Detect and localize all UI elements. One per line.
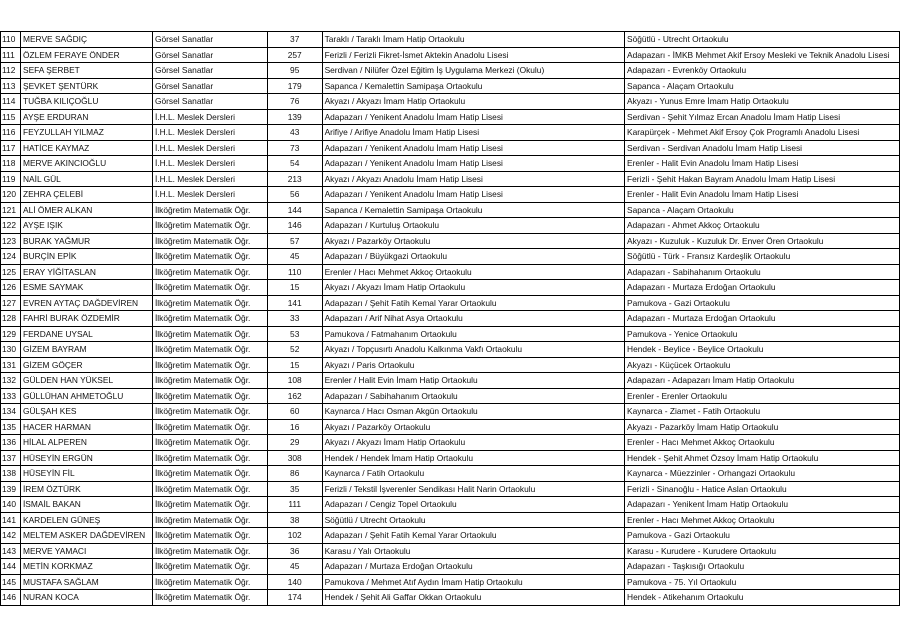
placement-school-cell: Pamukova - Yenice Ortaokulu (625, 326, 900, 342)
branch-cell: İlköğretim Matematik Öğr. (152, 357, 267, 373)
score-cell: 102 (267, 528, 322, 544)
score-cell: 76 (267, 94, 322, 110)
branch-cell: İlköğretim Matematik Öğr. (152, 497, 267, 513)
row-number-cell: 128 (1, 311, 21, 327)
teacher-name-cell: HATİCE KAYMAZ (20, 140, 152, 156)
current-school-cell: Adapazarı / Yenikent Anadolu İmam Hatip Lisesi (322, 187, 624, 203)
teacher-name-cell: FAHRİ BURAK ÖZDEMİR (20, 311, 152, 327)
branch-cell: İlköğretim Matematik Öğr. (152, 543, 267, 559)
current-school-cell: Akyazı / Paris Ortaokulu (322, 357, 624, 373)
branch-cell: İlköğretim Matematik Öğr. (152, 342, 267, 358)
row-number-cell: 111 (1, 47, 21, 63)
teacher-name-cell: ESME SAYMAK (20, 280, 152, 296)
current-school-cell: Kaynarca / Fatih Ortaokulu (322, 466, 624, 482)
current-school-cell: Akyazı / Pazarköy Ortaokulu (322, 419, 624, 435)
branch-cell: İlköğretim Matematik Öğr. (152, 249, 267, 265)
score-cell: 110 (267, 264, 322, 280)
row-number-cell: 130 (1, 342, 21, 358)
branch-cell: Görsel Sanatlar (152, 63, 267, 79)
teacher-name-cell: HACER HARMAN (20, 419, 152, 435)
teacher-name-cell: MELTEM ASKER DAĞDEVİREN (20, 528, 152, 544)
teacher-name-cell: METİN KORKMAZ (20, 559, 152, 575)
branch-cell: İlköğretim Matematik Öğr. (152, 311, 267, 327)
table-row (1, 264, 900, 280)
table-row (1, 528, 900, 544)
table-row (1, 388, 900, 404)
table-row (1, 574, 900, 590)
current-school-cell: Sapanca / Kemalettin Samipaşa Ortaokulu (322, 78, 624, 94)
row-number-cell: 123 (1, 233, 21, 249)
current-school-cell: Taraklı / Taraklı İmam Hatip Ortaokulu (322, 32, 624, 48)
teacher-name-cell: HİLAL ALPEREN (20, 435, 152, 451)
branch-cell: İlköğretim Matematik Öğr. (152, 435, 267, 451)
row-number-cell: 114 (1, 94, 21, 110)
placement-school-cell: Erenler - Erenler Ortaokulu (625, 388, 900, 404)
row-number-cell: 133 (1, 388, 21, 404)
row-number-cell: 110 (1, 32, 21, 48)
teacher-name-cell: HÜSEYİN FİL (20, 466, 152, 482)
teacher-name-cell: MUSTAFA SAĞLAM (20, 574, 152, 590)
teacher-name-cell: AYŞE IŞIK (20, 218, 152, 234)
teacher-name-cell: FERDANE UYSAL (20, 326, 152, 342)
current-school-cell: Ferizli / Tekstil İşverenler Sendikası Halit Narin Ortaokulu (322, 481, 624, 497)
teacher-name-cell: AYŞE ERDURAN (20, 109, 152, 125)
row-number-cell: 125 (1, 264, 21, 280)
score-cell: 179 (267, 78, 322, 94)
branch-cell: Görsel Sanatlar (152, 94, 267, 110)
current-school-cell: Pamukova / Fatmahanım Ortaokulu (322, 326, 624, 342)
teacher-name-cell: ZEHRA ÇELEBİ (20, 187, 152, 203)
teacher-name-cell: MERVE AKINCIOĞLU (20, 156, 152, 172)
score-cell: 52 (267, 342, 322, 358)
branch-cell: İlköğretim Matematik Öğr. (152, 280, 267, 296)
placement-school-cell: Adapazarı - Murtaza Erdoğan Ortaokulu (625, 311, 900, 327)
score-cell: 108 (267, 373, 322, 389)
score-cell: 54 (267, 156, 322, 172)
table-row (1, 342, 900, 358)
current-school-cell: Ferizli / Ferizli Fikret-İsmet Aktekin Anadolu Lisesi (322, 47, 624, 63)
table-row (1, 326, 900, 342)
placement-school-cell: Erenler - Halit Evin Anadolu İmam Hatip Lisesi (625, 187, 900, 203)
placement-school-cell: Pamukova - Gazi Ortaokulu (625, 295, 900, 311)
current-school-cell: Adapazarı / Arif Nihat Asya Ortaokulu (322, 311, 624, 327)
teacher-name-cell: MERVE YAMACI (20, 543, 152, 559)
teacher-name-cell: ŞEVKET ŞENTÜRK (20, 78, 152, 94)
row-number-cell: 134 (1, 404, 21, 420)
row-number-cell: 116 (1, 125, 21, 141)
placement-school-cell: Söğütlü - Türk - Fransız Kardeşlik Ortaokulu (625, 249, 900, 265)
score-cell: 15 (267, 357, 322, 373)
table-row (1, 171, 900, 187)
branch-cell: İlköğretim Matematik Öğr. (152, 450, 267, 466)
branch-cell: İlköğretim Matematik Öğr. (152, 373, 267, 389)
teacher-name-cell: KARDELEN GÜNEŞ (20, 512, 152, 528)
table-row (1, 156, 900, 172)
table-row (1, 450, 900, 466)
table-row (1, 249, 900, 265)
row-number-cell: 140 (1, 497, 21, 513)
row-number-cell: 131 (1, 357, 21, 373)
teacher-name-cell: NAİL GÜL (20, 171, 152, 187)
score-cell: 86 (267, 466, 322, 482)
current-school-cell: Adapazarı / Murtaza Erdoğan Ortaokulu (322, 559, 624, 575)
branch-cell: İlköğretim Matematik Öğr. (152, 528, 267, 544)
table-row (1, 559, 900, 575)
placement-school-cell: Adapazarı - Evrenköy Ortaokulu (625, 63, 900, 79)
current-school-cell: Söğütlü / Utrecht Ortaokulu (322, 512, 624, 528)
table-row (1, 94, 900, 110)
current-school-cell: Pamukova / Mehmet Atıf Aydın İmam Hatip Ortaokulu (322, 574, 624, 590)
score-cell: 33 (267, 311, 322, 327)
teacher-name-cell: NURAN KOCA (20, 590, 152, 606)
branch-cell: İlköğretim Matematik Öğr. (152, 512, 267, 528)
current-school-cell: Sapanca / Kemalettin Samipaşa Ortaokulu (322, 202, 624, 218)
branch-cell: Görsel Sanatlar (152, 47, 267, 63)
teacher-name-cell: ERAY YİĞİTASLAN (20, 264, 152, 280)
current-school-cell: Karasu / Yalı Ortaokulu (322, 543, 624, 559)
branch-cell: İlköğretim Matematik Öğr. (152, 574, 267, 590)
score-cell: 146 (267, 218, 322, 234)
table-row (1, 466, 900, 482)
table-row (1, 187, 900, 203)
current-school-cell: Akyazı / Akyazı İmam Hatip Ortaokulu (322, 94, 624, 110)
current-school-cell: Akyazı / Pazarköy Ortaokulu (322, 233, 624, 249)
current-school-cell: Adapazarı / Şehit Fatih Kemal Yarar Ortaokulu (322, 528, 624, 544)
placement-table (0, 31, 900, 606)
score-cell: 43 (267, 125, 322, 141)
table-row (1, 435, 900, 451)
placement-table-body (1, 32, 900, 606)
row-number-cell: 141 (1, 512, 21, 528)
branch-cell: İ.H.L. Meslek Dersleri (152, 187, 267, 203)
score-cell: 95 (267, 63, 322, 79)
table-row (1, 419, 900, 435)
score-cell: 16 (267, 419, 322, 435)
branch-cell: Görsel Sanatlar (152, 32, 267, 48)
placement-school-cell: Pamukova - 75. Yıl Ortaokulu (625, 574, 900, 590)
table-row (1, 140, 900, 156)
current-school-cell: Adapazarı / Kurtuluş Ortaokulu (322, 218, 624, 234)
branch-cell: Görsel Sanatlar (152, 78, 267, 94)
teacher-name-cell: BURAK YAĞMUR (20, 233, 152, 249)
row-number-cell: 119 (1, 171, 21, 187)
placement-school-cell: Karasu - Kurudere - Kurudere Ortaokulu (625, 543, 900, 559)
teacher-name-cell: FEYZULLAH YILMAZ (20, 125, 152, 141)
current-school-cell: Adapazarı / Sabihahanım Ortaokulu (322, 388, 624, 404)
score-cell: 141 (267, 295, 322, 311)
placement-school-cell: Akyazı - Yunus Emre İmam Hatip Ortaokulu (625, 94, 900, 110)
branch-cell: İlköğretim Matematik Öğr. (152, 590, 267, 606)
table-row (1, 47, 900, 63)
table-row (1, 109, 900, 125)
table-row (1, 78, 900, 94)
placement-school-cell: Hendek - Şehit Ahmet Özsoy İmam Hatip Ortaokulu (625, 450, 900, 466)
row-number-cell: 139 (1, 481, 21, 497)
table-row (1, 202, 900, 218)
score-cell: 57 (267, 233, 322, 249)
branch-cell: İlköğretim Matematik Öğr. (152, 295, 267, 311)
branch-cell: İlköğretim Matematik Öğr. (152, 218, 267, 234)
score-cell: 53 (267, 326, 322, 342)
current-school-cell: Adapazarı / Şehit Fatih Kemal Yarar Ortaokulu (322, 295, 624, 311)
placement-school-cell: Karapürçek - Mehmet Akif Ersoy Çok Programlı Anadolu Lisesi (625, 125, 900, 141)
row-number-cell: 112 (1, 63, 21, 79)
branch-cell: İlköğretim Matematik Öğr. (152, 202, 267, 218)
teacher-name-cell: TUĞBA KILIÇOĞLU (20, 94, 152, 110)
current-school-cell: Adapazarı / Yenikent Anadolu İmam Hatip Lisesi (322, 156, 624, 172)
branch-cell: İlköğretim Matematik Öğr. (152, 466, 267, 482)
score-cell: 111 (267, 497, 322, 513)
current-school-cell: Arifiye / Arifiye Anadolu İmam Hatip Lisesi (322, 125, 624, 141)
table-row (1, 497, 900, 513)
score-cell: 139 (267, 109, 322, 125)
current-school-cell: Akyazı / Topçusırtı Anadolu Kalkınma Vakfı Ortaokulu (322, 342, 624, 358)
placement-school-cell: Kaynarca - Müezzinler - Orhangazi Ortaokulu (625, 466, 900, 482)
row-number-cell: 120 (1, 187, 21, 203)
teacher-name-cell: BURÇİN EPİK (20, 249, 152, 265)
teacher-name-cell: GİZEM GÖÇER (20, 357, 152, 373)
branch-cell: İlköğretim Matematik Öğr. (152, 264, 267, 280)
placement-school-cell: Akyazı - Küçücek Ortaokulu (625, 357, 900, 373)
placement-table-sheet (0, 31, 900, 606)
score-cell: 174 (267, 590, 322, 606)
current-school-cell: Adapazarı / Yenikent Anadolu İmam Hatip Lisesi (322, 140, 624, 156)
teacher-name-cell: GİZEM BAYRAM (20, 342, 152, 358)
placement-school-cell: Adapazarı - Ahmet Akkoç Ortaokulu (625, 218, 900, 234)
current-school-cell: Akyazı / Akyazı İmam Hatip Ortaokulu (322, 435, 624, 451)
row-number-cell: 115 (1, 109, 21, 125)
teacher-name-cell: MERVE SAĞDIÇ (20, 32, 152, 48)
current-school-cell: Serdivan / Nilüfer Özel Eğitim İş Uygulama Merkezi (Okulu) (322, 63, 624, 79)
placement-school-cell: Adapazarı - Adapazarı İmam Hatip Ortaokulu (625, 373, 900, 389)
current-school-cell: Hendek / Şehit Ali Gaffar Okkan Ortaokulu (322, 590, 624, 606)
score-cell: 308 (267, 450, 322, 466)
score-cell: 37 (267, 32, 322, 48)
branch-cell: İ.H.L. Meslek Dersleri (152, 171, 267, 187)
row-number-cell: 124 (1, 249, 21, 265)
current-school-cell: Erenler / Halit Evin İmam Hatip Ortaokulu (322, 373, 624, 389)
row-number-cell: 142 (1, 528, 21, 544)
score-cell: 38 (267, 512, 322, 528)
placement-school-cell: Adapazarı - Murtaza Erdoğan Ortaokulu (625, 280, 900, 296)
score-cell: 213 (267, 171, 322, 187)
row-number-cell: 122 (1, 218, 21, 234)
placement-school-cell: Adapazarı - İMKB Mehmet Akif Ersoy Mesleki ve Teknik Anadolu Lisesi (625, 47, 900, 63)
row-number-cell: 137 (1, 450, 21, 466)
branch-cell: İ.H.L. Meslek Dersleri (152, 156, 267, 172)
teacher-name-cell: ÖZLEM FERAYE ÖNDER (20, 47, 152, 63)
table-row (1, 543, 900, 559)
table-row (1, 218, 900, 234)
current-school-cell: Akyazı / Akyazı İmam Hatip Ortaokulu (322, 280, 624, 296)
row-number-cell: 117 (1, 140, 21, 156)
score-cell: 35 (267, 481, 322, 497)
teacher-name-cell: HÜSEYİN ERGÜN (20, 450, 152, 466)
branch-cell: İlköğretim Matematik Öğr. (152, 559, 267, 575)
table-row (1, 590, 900, 606)
branch-cell: İlköğretim Matematik Öğr. (152, 481, 267, 497)
current-school-cell: Adapazarı / Yenikent Anadolu İmam Hatip Lisesi (322, 109, 624, 125)
placement-school-cell: Ferizli - Şehit Hakan Bayram Anadolu İmam Hatip Lisesi (625, 171, 900, 187)
row-number-cell: 118 (1, 156, 21, 172)
placement-school-cell: Serdivan - Serdivan Anadolu İmam Hatip Lisesi (625, 140, 900, 156)
score-cell: 144 (267, 202, 322, 218)
branch-cell: İlköğretim Matematik Öğr. (152, 233, 267, 249)
current-school-cell: Adapazarı / Cengiz Topel Ortaokulu (322, 497, 624, 513)
row-number-cell: 135 (1, 419, 21, 435)
score-cell: 162 (267, 388, 322, 404)
row-number-cell: 136 (1, 435, 21, 451)
placement-school-cell: Pamukova - Gazi Ortaokulu (625, 528, 900, 544)
table-row (1, 373, 900, 389)
placement-school-cell: Adapazarı - Sabihahanım Ortaokulu (625, 264, 900, 280)
placement-school-cell: Sapanca - Alaçam Ortaokulu (625, 78, 900, 94)
row-number-cell: 127 (1, 295, 21, 311)
score-cell: 73 (267, 140, 322, 156)
placement-school-cell: Söğütlü - Utrecht Ortaokulu (625, 32, 900, 48)
current-school-cell: Akyazı / Akyazı Anadolu İmam Hatip Lisesi (322, 171, 624, 187)
branch-cell: İ.H.L. Meslek Dersleri (152, 109, 267, 125)
score-cell: 56 (267, 187, 322, 203)
row-number-cell: 129 (1, 326, 21, 342)
placement-school-cell: Serdivan - Şehit Yılmaz Ercan Anadolu İmam Hatip Lisesi (625, 109, 900, 125)
row-number-cell: 144 (1, 559, 21, 575)
teacher-name-cell: İSMAİL BAKAN (20, 497, 152, 513)
row-number-cell: 145 (1, 574, 21, 590)
table-row (1, 125, 900, 141)
placement-school-cell: Kaynarca - Ziamet - Fatih Ortaokulu (625, 404, 900, 420)
teacher-name-cell: GÜLŞAH KES (20, 404, 152, 420)
teacher-name-cell: GÜLDEN HAN YÜKSEL (20, 373, 152, 389)
teacher-name-cell: İREM ÖZTÜRK (20, 481, 152, 497)
branch-cell: İlköğretim Matematik Öğr. (152, 388, 267, 404)
score-cell: 36 (267, 543, 322, 559)
score-cell: 45 (267, 249, 322, 265)
row-number-cell: 143 (1, 543, 21, 559)
placement-school-cell: Akyazı - Kuzuluk - Kuzuluk Dr. Enver Ören Ortaokulu (625, 233, 900, 249)
table-row (1, 295, 900, 311)
teacher-name-cell: SEFA ŞERBET (20, 63, 152, 79)
row-number-cell: 138 (1, 466, 21, 482)
placement-school-cell: Hendek - Atikehanım Ortaokulu (625, 590, 900, 606)
current-school-cell: Erenler / Hacı Mehmet Akkoç Ortaokulu (322, 264, 624, 280)
table-row (1, 481, 900, 497)
branch-cell: İlköğretim Matematik Öğr. (152, 419, 267, 435)
score-cell: 60 (267, 404, 322, 420)
current-school-cell: Kaynarca / Hacı Osman Akgün Ortaokulu (322, 404, 624, 420)
teacher-name-cell: ALİ ÖMER ALKAN (20, 202, 152, 218)
score-cell: 257 (267, 47, 322, 63)
score-cell: 15 (267, 280, 322, 296)
placement-school-cell: Erenler - Halit Evin Anadolu İmam Hatip Lisesi (625, 156, 900, 172)
branch-cell: İlköğretim Matematik Öğr. (152, 326, 267, 342)
placement-school-cell: Ferizli - Sinanoğlu - Hatice Aslan Ortaokulu (625, 481, 900, 497)
placement-school-cell: Sapanca - Alaçam Ortaokulu (625, 202, 900, 218)
placement-school-cell: Erenler - Hacı Mehmet Akkoç Ortaokulu (625, 435, 900, 451)
row-number-cell: 146 (1, 590, 21, 606)
placement-school-cell: Erenler - Hacı Mehmet Akkoç Ortaokulu (625, 512, 900, 528)
branch-cell: İ.H.L. Meslek Dersleri (152, 125, 267, 141)
placement-school-cell: Akyazı - Pazarköy İmam Hatip Ortaokulu (625, 419, 900, 435)
teacher-name-cell: GÜLLÜHAN AHMETOĞLU (20, 388, 152, 404)
table-row (1, 311, 900, 327)
table-row (1, 357, 900, 373)
current-school-cell: Hendek / Hendek İmam Hatip Ortaokulu (322, 450, 624, 466)
table-row (1, 280, 900, 296)
teacher-name-cell: EVREN AYTAÇ DAĞDEVİREN (20, 295, 152, 311)
score-cell: 45 (267, 559, 322, 575)
score-cell: 140 (267, 574, 322, 590)
row-number-cell: 132 (1, 373, 21, 389)
table-row (1, 404, 900, 420)
row-number-cell: 126 (1, 280, 21, 296)
table-row (1, 233, 900, 249)
table-row (1, 63, 900, 79)
branch-cell: İ.H.L. Meslek Dersleri (152, 140, 267, 156)
placement-school-cell: Adapazarı - Yenikent İmam Hatip Ortaokulu (625, 497, 900, 513)
placement-school-cell: Hendek - Beylice - Beylice Ortaokulu (625, 342, 900, 358)
table-row (1, 32, 900, 48)
row-number-cell: 113 (1, 78, 21, 94)
placement-school-cell: Adapazarı - Taşkısığı Ortaokulu (625, 559, 900, 575)
current-school-cell: Adapazarı / Büyükgazi Ortaokulu (322, 249, 624, 265)
branch-cell: İlköğretim Matematik Öğr. (152, 404, 267, 420)
table-row (1, 512, 900, 528)
score-cell: 29 (267, 435, 322, 451)
row-number-cell: 121 (1, 202, 21, 218)
